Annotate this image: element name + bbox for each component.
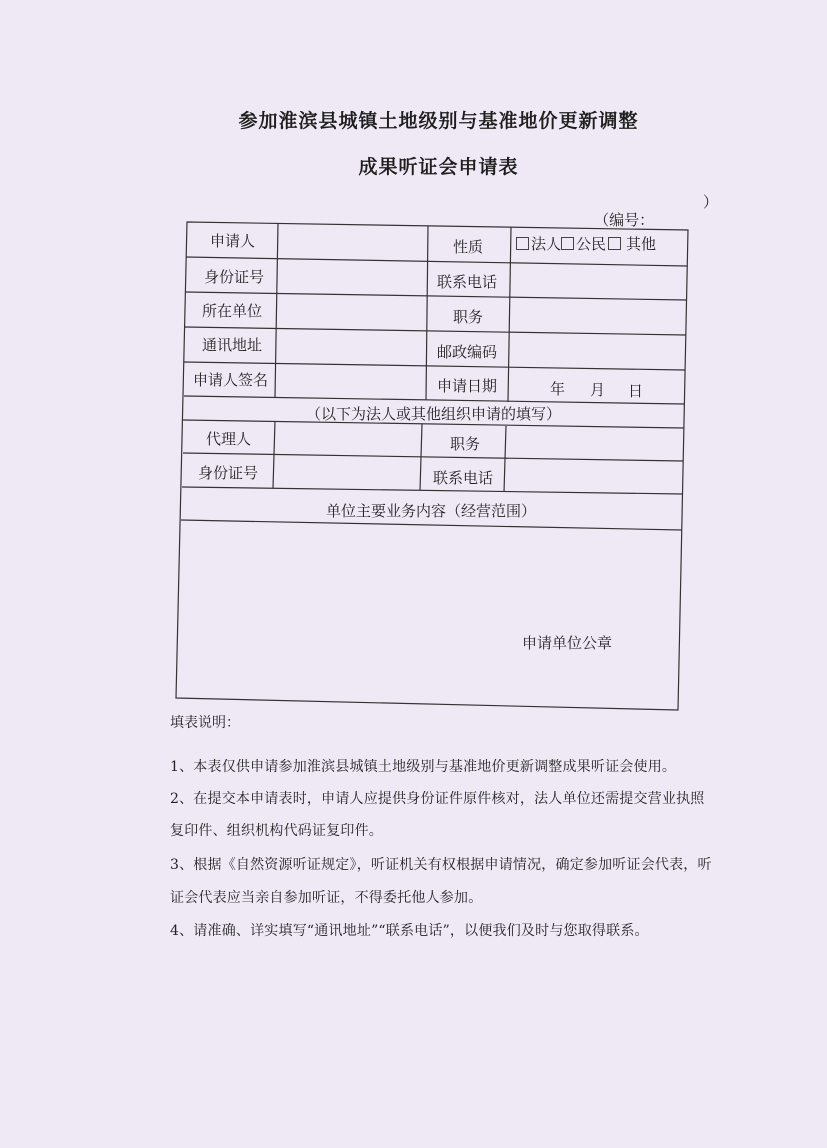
checkbox-citizen[interactable] bbox=[561, 237, 574, 250]
serial-label: （编号： bbox=[594, 211, 655, 229]
label-applicant: 申请人 bbox=[210, 232, 256, 250]
nature-options bbox=[516, 233, 656, 254]
org-note: （以下为法人或其他组织申请的填写） bbox=[306, 405, 562, 423]
option-citizen: 公民 bbox=[576, 235, 607, 253]
label-phone: 联系电话 bbox=[437, 273, 498, 291]
label-agent-position: 职务 bbox=[450, 435, 481, 453]
label-position: 职务 bbox=[453, 308, 484, 326]
note-item: 4、请准确、详实填写“通讯地址”“联系电话”，以便我们及时与您取得联系。 bbox=[170, 923, 649, 939]
label-nature: 性质 bbox=[453, 238, 484, 256]
document-title-line2: 成果听证会申请表 bbox=[358, 156, 519, 178]
option-other: 其他 bbox=[626, 235, 657, 253]
label-business-scope: 单位主要业务内容（经营范围） bbox=[326, 502, 537, 520]
checkbox-other[interactable] bbox=[608, 237, 621, 250]
date-day: 日 bbox=[628, 382, 644, 400]
note-item: 证会代表应当亲自参加听证，不得委托他人参加。 bbox=[170, 890, 483, 906]
note-item: 1、本表仅供申请参加淮滨县城镇土地级别与基准地价更新调整成果听证会使用。 bbox=[170, 759, 677, 775]
note-item: 2、在提交本申请表时，申请人应提供身份证件原件核对，法人单位还需提交营业执照 bbox=[170, 791, 705, 807]
label-apply-date: 申请日期 bbox=[437, 377, 498, 395]
label-address: 通讯地址 bbox=[202, 336, 263, 354]
note-item: 3、根据《自然资源听证规定》，听证机关有权根据申请情况，确定参加听证会代表，听 bbox=[170, 857, 712, 873]
label-unit: 所在单位 bbox=[202, 302, 263, 320]
date-month: 月 bbox=[590, 381, 606, 399]
label-agent-phone: 联系电话 bbox=[433, 469, 494, 487]
option-legal-person: 法人 bbox=[531, 235, 562, 253]
label-signature: 申请人签名 bbox=[193, 371, 269, 389]
checkbox-legal-person[interactable] bbox=[516, 237, 529, 250]
date-year: 年 bbox=[550, 380, 566, 398]
label-id-number: 身份证号 bbox=[204, 268, 265, 286]
document-title-line1: 参加淮滨县城镇土地级别与基准地价更新调整 bbox=[238, 110, 639, 132]
serial-close: ） bbox=[703, 193, 719, 211]
note-item: 复印件、组织机构代码证复印件。 bbox=[170, 823, 383, 839]
notes-heading: 填表说明： bbox=[170, 715, 240, 731]
label-agent: 代理人 bbox=[206, 430, 252, 448]
label-postcode: 邮政编码 bbox=[437, 343, 498, 361]
label-seal: 申请单位公章 bbox=[522, 634, 613, 652]
label-agent-id: 身份证号 bbox=[198, 464, 259, 482]
